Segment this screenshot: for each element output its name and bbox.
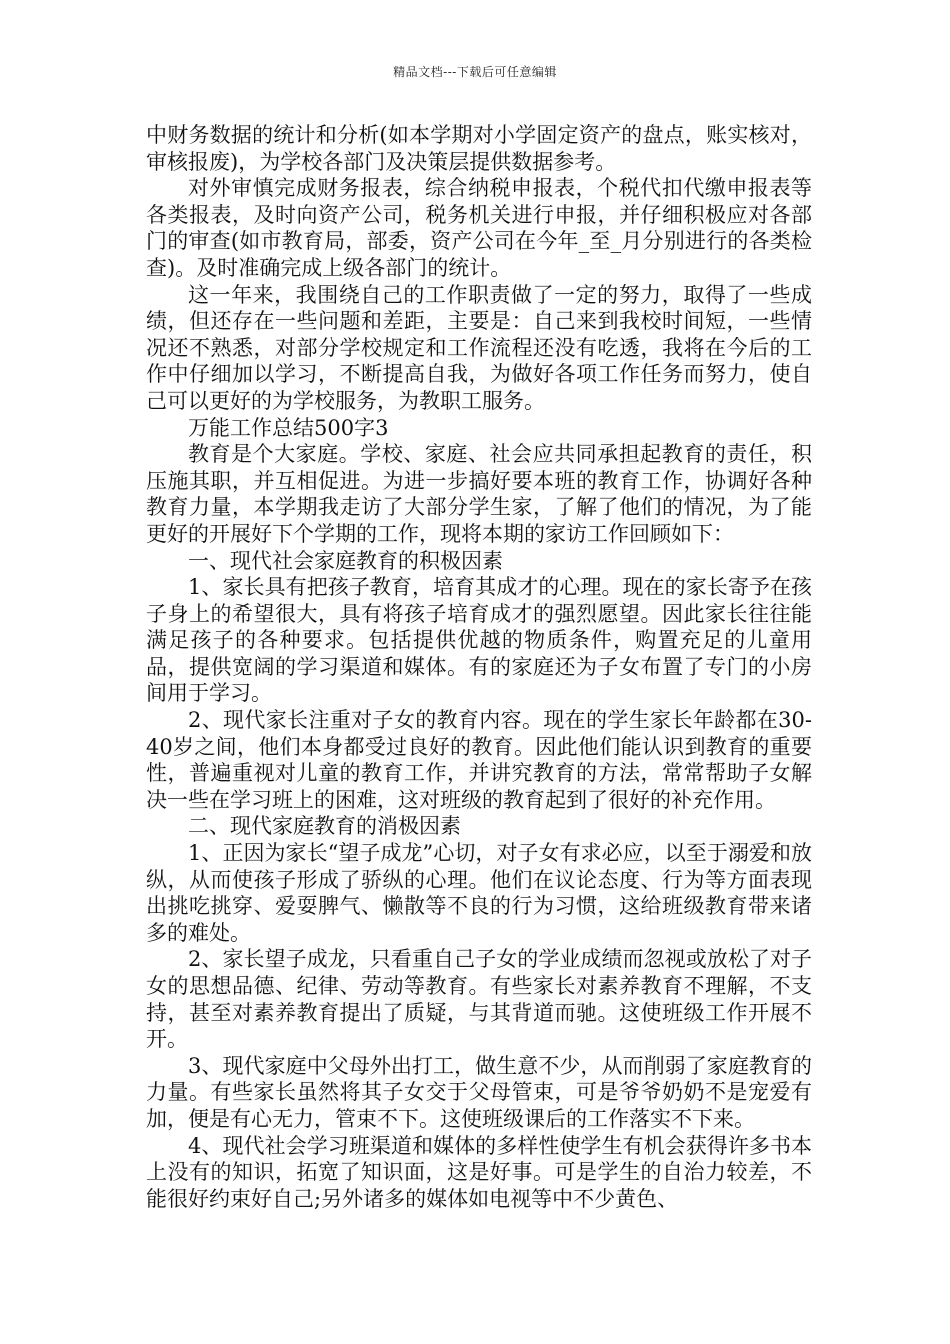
subheading-positive-factors: 一、现代社会家庭教育的积极因素 [188, 548, 503, 573]
paragraph-11: 2、家长望子成龙，只看重自己子女的学业成绩而忽视或放松了对子女的思想品德、纪律、劳动等教育。有些家长对素养教育不理解，不支持，甚至对素养教育提出了质疑，与其背道而驰。这使班级工作开展不开。 [146, 947, 812, 1052]
paragraph-3: 这一年来，我围绕自己的工作职责做了一定的努力，取得了一些成绩，但还存在一些问题和差距，主要是：自己来到我校时间短，一些情况还不熟悉，对部分学校规定和工作流程还没有吃透，我将在今后的工作中仔细加以学习，不断提高自我，为做好各项工作任务而努力，使自己可以更好的为学校服务，为教职工服务。 [146, 282, 812, 413]
paragraph-13: 4、现代社会学习班渠道和媒体的多样性使学生有机会获得许多书本上没有的知识，拓宽了知识面，这是好事。可是学生的自治力较差，不能很好约束好自己;另外诸多的媒体如电视等中不少黄色、 [146, 1133, 812, 1211]
paragraph-12: 3、现代家庭中父母外出打工，做生意不少，从而削弱了家庭教育的力量。有些家长虽然将其子女交于父母管束，可是爷爷奶奶不是宠爱有加，便是有心无力，管束不下。这使班级课后的工作落实不下来。 [146, 1053, 812, 1131]
page-header: 精品文档---下载后可任意编辑 [393, 65, 557, 79]
subheading-negative-factors: 二、现代家庭教育的消极因素 [188, 814, 461, 839]
paragraph-8: 2、现代家长注重对子女的教育内容。现在的学生家长年龄都在30-40岁之间，他们本身都受过良好的教育。因此他们能认识到教育的重要性，普遍重视对儿童的教育工作，并讲究教育的方法，常常帮助子女解决一些在学习班上的困难，这对班级的教育起到了很好的补充作用。 [146, 708, 812, 812]
document-body [146, 122, 812, 1212]
paragraph-2: 对外审慎完成财务报表，综合纳税申报表，个税代扣代缴申报表等各类报表，及时向资产公司，税务机关进行申报，并仔细积极应对各部门的审查(如市教育局，部委，资产公司在今年_至_月分别进行的各类检查)。及时准确完成上级各部门的统计。 [146, 176, 812, 280]
section-heading-3: 万能工作总结500字3 [188, 415, 389, 440]
paragraph-7: 1、家长具有把孩子教育，培育其成才的心理。现在的家长寄予在孩子身上的希望很大，具有将孩子培育成才的强烈愿望。因此家长往往能满足孩子的各种要求。包括提供优越的物质条件，购置充足的儿童用品，提供宽阔的学习渠道和媒体。有的家庭还为子女布置了专门的小房间用于学习。 [146, 575, 812, 706]
paragraph-5: 教育是个大家庭。学校、家庭、社会应共同承担起教育的责任，积压施其职，并互相促进。为进一步搞好要本班的教育工作，协调好各种教育力量，本学期我走访了大部分学生家，了解了他们的情况，为了能更好的开展好下个学期的工作，现将本期的家访工作回顾如下： [146, 442, 812, 546]
paragraph-10: 1、正因为家长“望子成龙”心切，对子女有求必应，以至于溺爱和放纵，从而使孩子形成了骄纵的心理。他们在议论态度、行为等方面表现出挑吃挑穿、爱耍脾气、懒散等不良的行为习惯，这给班级教育带来诸多的难处。 [146, 841, 812, 945]
paragraph-1: 中财务数据的统计和分析(如本学期对小学固定资产的盘点，账实核对，审核报废)，为学校各部门及决策层提供数据参考。 [146, 123, 812, 174]
